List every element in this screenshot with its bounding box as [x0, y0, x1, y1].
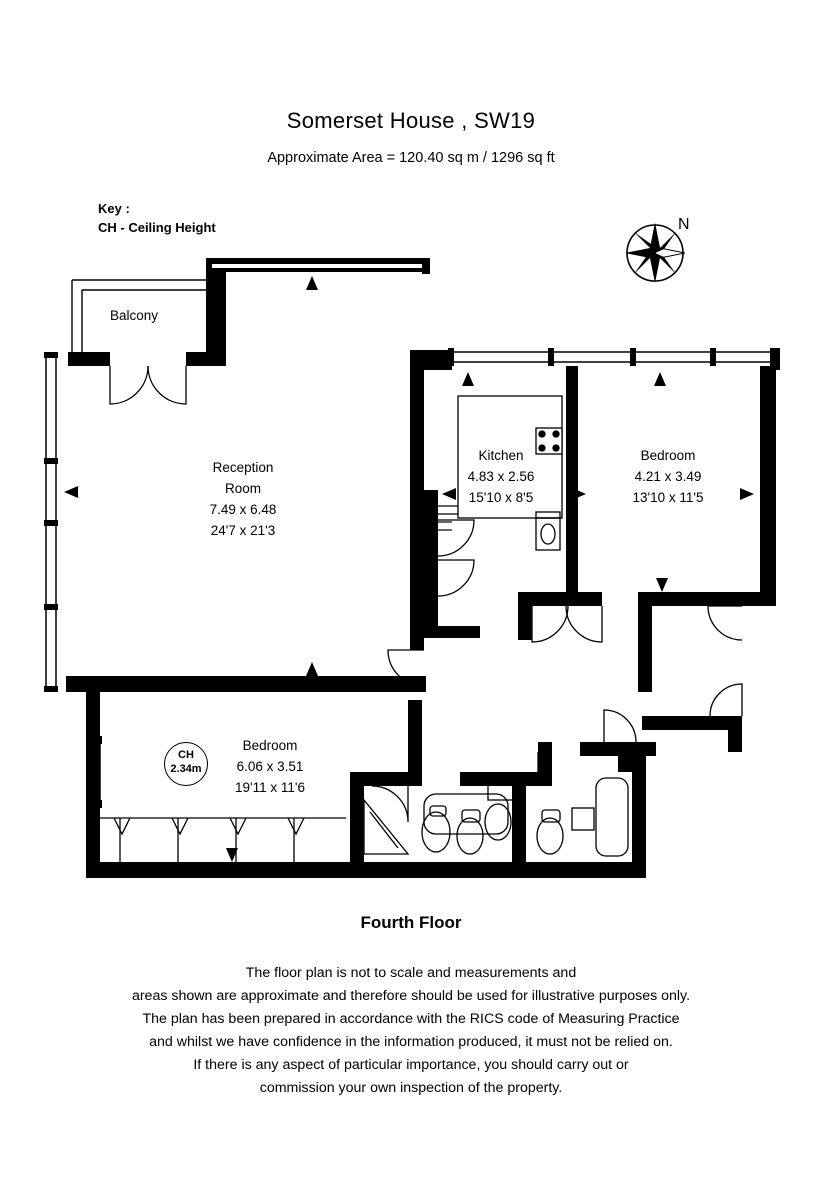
- hob-burner-4: [553, 445, 559, 451]
- room-label-bedroom-2: [212, 736, 328, 799]
- wall-kitchen-top-left-block: [410, 350, 452, 370]
- wall-kitchen-window-cap-left: [448, 348, 454, 366]
- key-title: Key :: [98, 201, 130, 216]
- bedroom1-name: Bedroom: [640, 448, 696, 463]
- wall-bedroom2-window-cap-top: [86, 736, 102, 744]
- reception-dim-metric: 7.49 x 6.48: [209, 501, 277, 517]
- arrow-reception-top: [306, 276, 318, 290]
- disclaimer-line-4: and whilst we have confidence in the information produced, it must not be relied on.: [149, 1034, 673, 1050]
- wall-left-mullion-3: [44, 604, 58, 610]
- wall-hall-right-upper: [642, 716, 742, 730]
- hob-burner-2: [553, 431, 559, 437]
- wall-balcony-bottom-right: [186, 352, 226, 366]
- wall-left-mullion-1: [44, 458, 58, 464]
- bedroom2-window-band: [100, 818, 346, 862]
- door-kitchen-upper: [438, 520, 474, 556]
- wall-kitchen-window-mullion-2: [630, 348, 636, 366]
- kitchen-dim-metric: 4.83 x 2.56: [467, 468, 535, 484]
- wc-icon-3: [537, 818, 563, 854]
- compass-north-label: N: [678, 216, 690, 233]
- wall-kitchen-bottom: [424, 626, 480, 638]
- arrow-reception-left: [64, 486, 78, 498]
- bedroom1-dim-metric: 4.21 x 3.49: [634, 468, 702, 484]
- sink-backsplash: [536, 512, 560, 518]
- room-label-balcony: [110, 306, 158, 327]
- bedroom2-name: Bedroom: [242, 738, 298, 753]
- bedroom2-dim-imperial: 19'11 x 11'6: [235, 779, 305, 795]
- wall-reception-bottom: [66, 676, 426, 692]
- door-balcony-left: [110, 366, 148, 404]
- disclaimer-line-3: The plan has been prepared in accordance with the RICS code of Measuring Practice: [142, 1011, 680, 1027]
- ceiling-height-label: CH: [178, 749, 194, 761]
- wall-left-top-cap: [44, 352, 58, 358]
- wall-left-bottom-cap: [44, 686, 58, 692]
- walls-layer: [44, 258, 780, 878]
- wall-bathroom-top-3: [538, 742, 552, 786]
- door-balcony-right: [148, 366, 186, 404]
- wall-bedroom2-right: [408, 700, 422, 786]
- kitchen-passage-detail: [438, 506, 458, 530]
- kitchen-name: Kitchen: [478, 448, 524, 463]
- reception-name-line2: Room: [224, 480, 261, 496]
- wall-left-mullion-2: [44, 520, 58, 526]
- wall-corner-top-left: [206, 258, 212, 272]
- room-label-kitchen: [455, 446, 547, 509]
- wall-kitchen-bedroom-partition: [566, 366, 578, 594]
- approximate-area: Approximate Area = 120.40 sq m / 1296 sq ft: [267, 150, 555, 166]
- wall-bedroom2-left: [86, 690, 100, 876]
- sink-basin: [541, 524, 555, 544]
- door-kitchen-lower: [438, 560, 474, 596]
- wall-bedroom1-right: [760, 366, 776, 598]
- floor-caption: Fourth Floor: [360, 913, 462, 932]
- door-bathroom-2: [604, 710, 636, 742]
- bedroom1-dim-imperial: 13'10 x 11'5: [632, 489, 704, 505]
- wall-kitchen-left: [424, 490, 438, 636]
- disclaimer-line-2: areas shown are approximate and therefore should be used for illustrative purposes only.: [131, 988, 691, 1004]
- wall-bathroom-top-2: [460, 772, 538, 786]
- wall-bathroom-left: [350, 772, 364, 872]
- wall-hall-nib-1: [518, 592, 532, 640]
- arrow-bedroom1-right: [740, 488, 754, 500]
- wall-kitchen-windows: [452, 352, 780, 362]
- basin-icon-2: [572, 808, 594, 830]
- wall-bath-partition-top: [618, 742, 632, 772]
- wall-kitchen-window-mullion-3: [710, 348, 716, 366]
- hob-burner-1: [539, 431, 545, 437]
- door-hall-3: [710, 684, 742, 716]
- page-title: Somerset House , SW19: [286, 108, 536, 133]
- sink-icon: [536, 518, 560, 550]
- reception-name-line1: Reception: [212, 460, 274, 475]
- bath-icon-2: [596, 778, 628, 856]
- wall-hall-right-vertical: [728, 716, 742, 752]
- arrow-reception-bottom-1: [306, 662, 318, 676]
- wall-top-reception-inner: [208, 268, 430, 272]
- disclaimer-line-6: commission your own inspection of the property.: [259, 1080, 563, 1096]
- arrow-bedroom1-left: [572, 488, 586, 500]
- wall-kitchen-window-mullion-1: [548, 348, 554, 366]
- shower-tray-line: [370, 812, 398, 848]
- door-bedroom1: [708, 606, 742, 640]
- wall-bathroom-right: [632, 756, 646, 868]
- ceiling-height-badge: [164, 742, 208, 786]
- disclaimer-line-1: The floor plan is not to scale and measurements and: [245, 965, 577, 981]
- room-label-bedroom-1: [608, 446, 728, 509]
- ceiling-height-value: 2.34m: [170, 762, 202, 775]
- kitchen-dim-imperial: 15'10 x 8'5: [468, 489, 534, 505]
- disclaimer-block: [0, 962, 822, 1100]
- shower-tray-icon: [364, 800, 408, 854]
- wall-reception-right: [410, 350, 424, 650]
- wc-icon-1: [422, 812, 450, 852]
- arrow-kitchen-top: [462, 372, 474, 386]
- wall-balcony-bottom-left: [68, 352, 110, 366]
- wall-balcony-partition: [206, 272, 226, 358]
- reception-dim-imperial: 24'7 x 21'3: [210, 522, 276, 538]
- wall-bottom-main: [86, 862, 646, 878]
- arrow-kitchen-left: [442, 488, 456, 500]
- bedroom2-dim-metric: 6.06 x 3.51: [236, 758, 304, 774]
- basin-icon-1: [485, 804, 511, 840]
- room-label-reception-room: [178, 458, 308, 542]
- wall-bedroom1-left-lower: [638, 592, 652, 692]
- wall-top-reception: [208, 258, 430, 264]
- wall-bedroom1-bottom-right: [638, 592, 776, 606]
- door-hall-2: [566, 606, 602, 642]
- arrow-bedroom1-top: [654, 372, 666, 386]
- wc-icon-2: [457, 818, 483, 854]
- bathroom-fixtures: [364, 778, 628, 856]
- key-ceiling-height: CH - Ceiling Height: [98, 219, 216, 235]
- balcony-name: Balcony: [110, 308, 159, 323]
- wall-bedroom2-window-cap-bottom: [86, 800, 102, 808]
- wall-corner-top-right: [422, 258, 430, 274]
- arrow-bedroom1-bottom: [656, 578, 668, 592]
- door-hall-1: [532, 606, 568, 642]
- disclaimer-line-5: If there is any aspect of particular importance, you should carry out or: [193, 1057, 629, 1073]
